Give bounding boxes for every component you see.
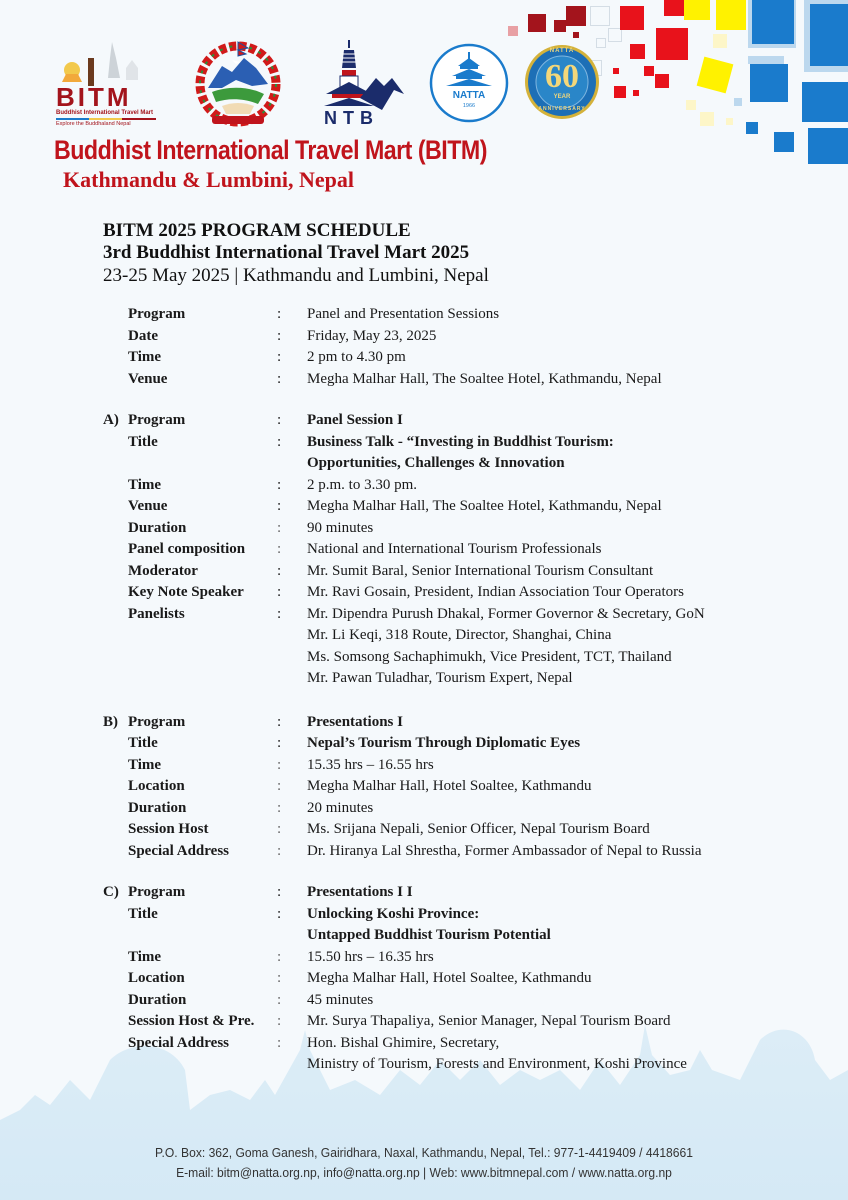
row-value: Mr. Ravi Gosain, President, Indian Association Tour Operators	[307, 584, 684, 600]
section-letter	[103, 841, 128, 863]
schedule-row	[103, 582, 803, 604]
anniversary-ring-top: NATTA	[549, 48, 575, 54]
section-letter	[103, 1011, 128, 1033]
row-label	[128, 668, 275, 690]
schedule-table	[103, 304, 803, 1076]
row-value: Opportunities, Challenges & Innovation	[307, 455, 565, 471]
section-letter	[103, 947, 128, 969]
row-value: Mr. Li Keqi, 318 Route, Director, Shanghai, China	[307, 627, 612, 643]
row-value: 45 minutes	[307, 991, 374, 1008]
section-letter	[103, 925, 128, 947]
row-separator	[275, 668, 307, 690]
footer-address: P.O. Box: 362, Goma Ganesh, Gairidhara, Naxal, Kathmandu, Nepal, Tel.: 977-1-4419409 / 4418661	[155, 1145, 693, 1160]
schedule-row	[103, 561, 803, 583]
row-value: Nepal’s Tourism Through Diplomatic Eyes	[307, 735, 581, 751]
row-label: Title	[128, 905, 158, 922]
row-separator: :	[277, 821, 282, 837]
row-separator: :	[277, 327, 282, 344]
row-label: Time	[128, 948, 162, 965]
row-label: Location	[128, 778, 185, 794]
anniversary-number: 60	[545, 58, 579, 95]
section-letter: A)	[103, 412, 119, 428]
heading-line-2: 3rd Buddhist International Travel Mart 2025	[103, 242, 470, 263]
row-label: Key Note Speaker	[128, 584, 244, 600]
row-separator: :	[277, 735, 282, 751]
row-label: Program	[128, 884, 186, 900]
schedule-row	[103, 798, 803, 820]
row-separator: :	[277, 605, 282, 622]
row-label: Duration	[128, 799, 187, 816]
row-value: Presentations I I	[307, 884, 413, 900]
section-letter	[103, 347, 128, 369]
row-value: Mr. Dipendra Purush Dhakal, Former Governor & Secretary, GoN	[307, 605, 705, 622]
section-letter	[103, 819, 128, 841]
bitm-logo-stripe	[56, 118, 156, 120]
row-separator: :	[277, 370, 282, 387]
row-separator: :	[277, 541, 282, 557]
row-value: Megha Malhar Hall, The Soaltee Hotel, Kathmandu, Nepal	[307, 370, 662, 387]
schedule-row	[103, 733, 803, 755]
section-letter: C)	[103, 884, 119, 900]
row-label: Panel composition	[128, 541, 246, 557]
brand-title: Buddhist International Travel Mart (BITM)	[54, 135, 487, 165]
section-letter	[103, 776, 128, 798]
row-separator: :	[277, 905, 282, 922]
schedule-row	[103, 432, 803, 454]
section-letter	[103, 453, 128, 475]
section-letter	[103, 539, 128, 561]
row-value: Megha Malhar Hall, Hotel Soaltee, Kathmandu	[307, 970, 592, 986]
row-value: Untapped Buddhist Tourism Potential	[307, 927, 551, 943]
schedule-row	[103, 925, 803, 947]
schedule-row	[103, 496, 803, 518]
schedule-heading	[103, 220, 489, 287]
section-letter	[103, 755, 128, 777]
schedule-row	[103, 518, 803, 540]
section-letter	[103, 647, 128, 669]
section-letter	[103, 733, 128, 755]
row-label: Program	[128, 412, 186, 428]
row-separator: :	[277, 799, 282, 816]
row-label: Program	[128, 713, 186, 730]
section-letter	[103, 304, 128, 326]
row-separator: :	[277, 1013, 282, 1029]
section-letter	[103, 604, 128, 626]
spacer	[103, 862, 803, 882]
schedule-row	[103, 841, 803, 863]
row-value: Megha Malhar Hall, Hotel Soaltee, Kathmandu	[307, 778, 592, 794]
row-label: Panelists	[128, 605, 185, 622]
schedule-row	[103, 347, 803, 369]
row-label	[128, 1054, 275, 1076]
row-value: Ministry of Tourism, Forests and Environment, Koshi Province	[307, 1056, 687, 1072]
section-letter	[103, 904, 128, 926]
row-value: 2 p.m. to 3.30 pm.	[307, 476, 418, 493]
schedule-row	[103, 539, 803, 561]
schedule-row	[103, 1011, 803, 1033]
schedule-row	[103, 776, 803, 798]
section-letter	[103, 798, 128, 820]
row-separator	[275, 647, 307, 669]
footer-contact	[30, 1143, 819, 1183]
row-separator: :	[277, 1034, 282, 1051]
row-value: Mr. Sumit Baral, Senior International Tourism Consultant	[307, 562, 654, 579]
logo-row	[52, 38, 612, 130]
spacer	[103, 390, 803, 410]
row-value: Panel Session I	[307, 412, 403, 428]
section-letter	[103, 990, 128, 1012]
row-value: National and International Tourism Professionals	[307, 541, 602, 557]
row-separator: :	[277, 713, 282, 730]
heading-line-1: BITM 2025 PROGRAM SCHEDULE	[103, 220, 411, 241]
row-separator	[275, 453, 307, 475]
spacer	[103, 690, 803, 712]
row-label: Time	[128, 476, 162, 493]
row-separator	[275, 1054, 307, 1076]
section-letter	[103, 1054, 128, 1076]
row-value: Presentations I	[307, 713, 403, 730]
schedule-row	[103, 304, 803, 326]
bitm-logo-tagline: Buddhist International Travel Mart	[56, 110, 154, 116]
section-letter: B)	[103, 713, 118, 730]
heading-line-3: 23-25 May 2025 | Kathmandu and Lumbini, Nepal	[103, 265, 489, 286]
row-value: Friday, May 23, 2025	[307, 327, 437, 344]
row-label: Session Host & Pre.	[128, 1013, 255, 1029]
bitm-logo	[54, 38, 160, 130]
ntb-logo-text: NTB	[324, 108, 379, 128]
schedule-row	[103, 1054, 803, 1076]
natta-logo-text: NATTA	[452, 90, 486, 101]
anniversary-year-caption: YEAR	[553, 94, 571, 100]
row-separator: :	[277, 884, 282, 900]
schedule-row	[103, 882, 803, 904]
brand-subtitle: Kathmandu & Lumbini, Nepal	[63, 167, 354, 192]
row-separator	[275, 625, 307, 647]
schedule-row	[103, 904, 803, 926]
section-letter	[103, 369, 128, 391]
row-value: 15.50 hrs – 16.35 hrs	[307, 948, 434, 965]
row-value: Hon. Bishal Ghimire, Secretary,	[307, 1034, 500, 1051]
footer-email-web: E-mail: bitm@natta.org.np, info@natta.org.np | Web: www.bitmnepal.com / www.natta.org.np	[176, 1165, 672, 1180]
row-label: Special Address	[128, 1034, 229, 1051]
row-label: Session Host	[128, 821, 209, 837]
row-label: Venue	[128, 498, 168, 514]
section-letter	[103, 668, 128, 690]
row-label: Title	[128, 735, 158, 751]
row-separator: :	[277, 991, 282, 1008]
anniversary-ring-bottom: ANNIVERSARY	[538, 106, 586, 112]
schedule-row	[103, 755, 803, 777]
natta-60-anniversary-logo	[524, 44, 600, 120]
row-separator: :	[277, 584, 282, 600]
row-label: Duration	[128, 519, 187, 536]
row-separator: :	[277, 412, 282, 428]
row-label: Moderator	[128, 562, 198, 579]
schedule-row	[103, 968, 803, 990]
row-value: Mr. Surya Thapaliya, Senior Manager, Nepal Tourism Board	[307, 1013, 671, 1029]
row-label: Date	[128, 327, 158, 344]
ntb-logo	[318, 38, 408, 130]
schedule-row	[103, 453, 803, 475]
row-separator: :	[277, 562, 282, 579]
row-value: Megha Malhar Hall, The Soaltee Hotel, Kathmandu, Nepal	[307, 498, 662, 514]
schedule-row	[103, 668, 803, 690]
section-letter	[103, 326, 128, 348]
row-value: 15.35 hrs – 16.55 hrs	[307, 756, 434, 773]
schedule-row	[103, 947, 803, 969]
row-value: 90 minutes	[307, 519, 374, 536]
row-label: Program	[128, 306, 186, 322]
row-label: Time	[128, 349, 162, 365]
row-separator: :	[277, 778, 282, 794]
row-value: Panel and Presentation Sessions	[307, 306, 500, 322]
schedule-row	[103, 410, 803, 432]
bitm-logo-text: BITM	[56, 82, 132, 112]
schedule-row	[103, 475, 803, 497]
row-value: Ms. Somsong Sachaphimukh, Vice President, TCT, Thailand	[307, 648, 672, 665]
schedule-row	[103, 625, 803, 647]
schedule-row	[103, 647, 803, 669]
row-value: Mr. Pawan Tuladhar, Tourism Expert, Nepal	[307, 670, 573, 686]
row-label	[128, 647, 275, 669]
section-letter	[103, 625, 128, 647]
section-letter	[103, 518, 128, 540]
section-letter	[103, 1033, 128, 1055]
section-b	[103, 712, 803, 863]
row-label	[128, 625, 275, 647]
row-separator	[275, 925, 307, 947]
row-separator: :	[277, 948, 282, 965]
row-separator: :	[277, 476, 282, 493]
row-separator: :	[277, 842, 282, 859]
schedule-row	[103, 604, 803, 626]
schedule-row	[103, 326, 803, 348]
row-separator: :	[277, 306, 282, 322]
row-separator: :	[277, 498, 282, 514]
row-separator: :	[277, 970, 282, 986]
schedule-row	[103, 1033, 803, 1055]
bitm-logo-motto: Explore the Buddhaland Nepal	[56, 121, 131, 127]
section-letter	[103, 475, 128, 497]
row-label: Location	[128, 970, 185, 986]
row-label: Duration	[128, 991, 187, 1008]
row-value: 20 minutes	[307, 799, 374, 816]
schedule-row	[103, 369, 803, 391]
row-value: 2 pm to 4.30 pm	[307, 349, 406, 365]
schedule-row	[103, 990, 803, 1012]
schedule-row	[103, 819, 803, 841]
section-letter	[103, 561, 128, 583]
row-separator: :	[277, 349, 282, 365]
natta-logo-year: 1966	[462, 103, 476, 109]
row-value: Dr. Hiranya Lal Shrestha, Former Ambassador of Nepal to Russia	[307, 842, 702, 859]
row-label: Time	[128, 756, 162, 773]
row-label: Special Address	[128, 842, 229, 859]
row-value: Ms. Srijana Nepali, Senior Officer, Nepal Tourism Board	[307, 821, 650, 837]
overview-block	[103, 304, 803, 390]
natta-logo	[428, 42, 510, 124]
section-letter	[103, 582, 128, 604]
section-c	[103, 882, 803, 1076]
section-letter	[103, 496, 128, 518]
row-separator: :	[277, 433, 282, 450]
section-letter	[103, 432, 128, 454]
row-label	[128, 453, 275, 475]
nepal-emblem-logo	[192, 40, 284, 128]
row-label: Title	[128, 433, 158, 450]
row-label: Venue	[128, 370, 168, 387]
row-value: Unlocking Koshi Province:	[307, 905, 480, 922]
row-value: Business Talk - “Investing in Buddhist Tourism:	[307, 433, 614, 450]
row-separator: :	[277, 519, 282, 536]
row-label	[128, 925, 275, 947]
section-a	[103, 410, 803, 690]
section-letter	[103, 968, 128, 990]
row-separator: :	[277, 756, 282, 773]
schedule-row	[103, 712, 803, 734]
